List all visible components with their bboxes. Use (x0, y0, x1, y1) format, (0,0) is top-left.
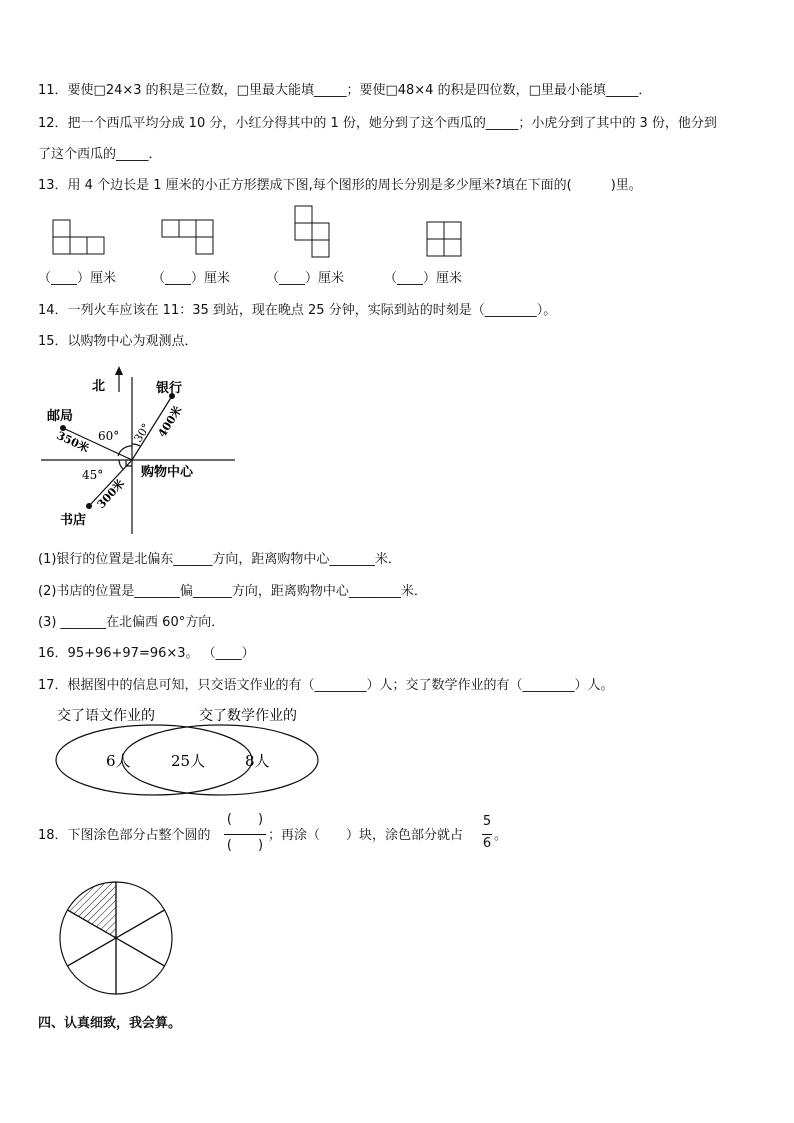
q13-shape-4 (427, 222, 461, 256)
q15-sub-3: (3) _______在北偏西 60°方向． (38, 615, 225, 630)
pie-sector (116, 910, 172, 966)
q18-target-numerator: 5 (482, 814, 492, 829)
north-arrow-head (115, 366, 123, 375)
distance-bookstore-label: 300米 (94, 477, 127, 512)
venn-circle-chinese (56, 725, 252, 795)
post-office-label: 邮局 (47, 409, 74, 424)
q17-venn-diagram (50, 702, 325, 802)
question-15: 15．以购物中心为观测点． (38, 334, 198, 349)
question-12-line2: 了这个西瓜的_____． (38, 147, 162, 162)
q13-shape-1 (53, 220, 104, 254)
angle-45-label: 45° (82, 468, 104, 482)
pie-sector (116, 882, 164, 938)
pie-sector (116, 938, 164, 994)
q13-answer-1: （____）厘米 (38, 271, 117, 286)
q13-answer-3: （____）厘米 (266, 271, 345, 286)
q15-sub-2: (2)书店的位置是_______偏______方向，距离购物中心________米． (38, 584, 427, 599)
question-14: 14．一列火车应该在 11：35 到站，现在晚点 25 分钟，实际到站的时刻是（________）。 (38, 303, 557, 318)
angle-60-label: 60° (98, 429, 120, 443)
venn-value-math-only: 8人 (245, 752, 270, 770)
angle-30-label: 30° (131, 421, 153, 445)
q18-fraction-denominator: ( ) (226, 838, 264, 853)
q18-middle: ；再涂（ ）块，涂色部分就占 (268, 828, 464, 843)
distance-post-label: 350米 (54, 428, 92, 456)
q13-square-shapes (40, 204, 480, 264)
question-11: 11．要使□24×3 的积是三位数，□里最大能填_____；要使□48×4 的积是四位数，□里最小能填_____． (38, 83, 652, 98)
question-17: 17．根据图中的信息可知，只交语文作业的有（________）人；交了数学作业的有（________）人。 (38, 678, 614, 693)
q15-sub-1: (1)银行的位置是北偏东______方向，距离购物中心_______米． (38, 552, 401, 567)
bookstore-label: 书店 (60, 513, 87, 528)
q13-shape-3 (295, 206, 329, 257)
distance-bank-label: 400米 (155, 403, 185, 440)
q18-pie-circle (58, 880, 174, 996)
q18-target-bar (482, 834, 492, 835)
north-label: 北 (92, 379, 106, 394)
question-13: 13．用 4 个边长是 1 厘米的小正方形摆成下图,每个图形的周长分别是多少厘米?填在下面的( )里。 (38, 178, 642, 193)
section-4-title: 四、认真细致，我会算。 (38, 1016, 182, 1031)
venn-label-math: 交了数学作业的 (199, 708, 297, 724)
q13-answer-2: （____）厘米 (152, 271, 231, 286)
q13-shape-2 (162, 220, 213, 254)
venn-value-both: 25人 (171, 752, 206, 770)
q18-prefix: 18．下图涂色部分占整个圆的 (38, 828, 211, 843)
question-12-line1: 12．把一个西瓜平均分成 10 分，小红分得其中的 1 份，她分到了这个西瓜的_____；小虎分到了其中的 3 份，他分到 (38, 116, 717, 131)
venn-label-chinese: 交了语文作业的 (57, 708, 155, 724)
pie-sector (68, 938, 116, 994)
pie-sectors (60, 882, 172, 994)
q18-suffix: 。 (494, 828, 508, 843)
q18-target-denominator: 6 (482, 836, 492, 851)
venn-value-chinese-only: 6人 (106, 752, 131, 770)
pie-sector-shaded (68, 882, 116, 938)
q13-answer-4: （____）厘米 (384, 271, 463, 286)
q18-fraction-bar (224, 834, 266, 835)
venn-circle-math (122, 725, 318, 795)
arc-30 (132, 444, 140, 446)
q15-direction-map (38, 364, 238, 536)
arc-45 (119, 460, 123, 469)
center-label: 购物中心 (141, 465, 194, 480)
bank-label: 银行 (156, 381, 183, 396)
bookstore-dot (86, 503, 92, 509)
question-16: 16．95+96+97=96×3。 （____） (38, 646, 255, 661)
q18-fraction-numerator: ( ) (226, 812, 264, 827)
